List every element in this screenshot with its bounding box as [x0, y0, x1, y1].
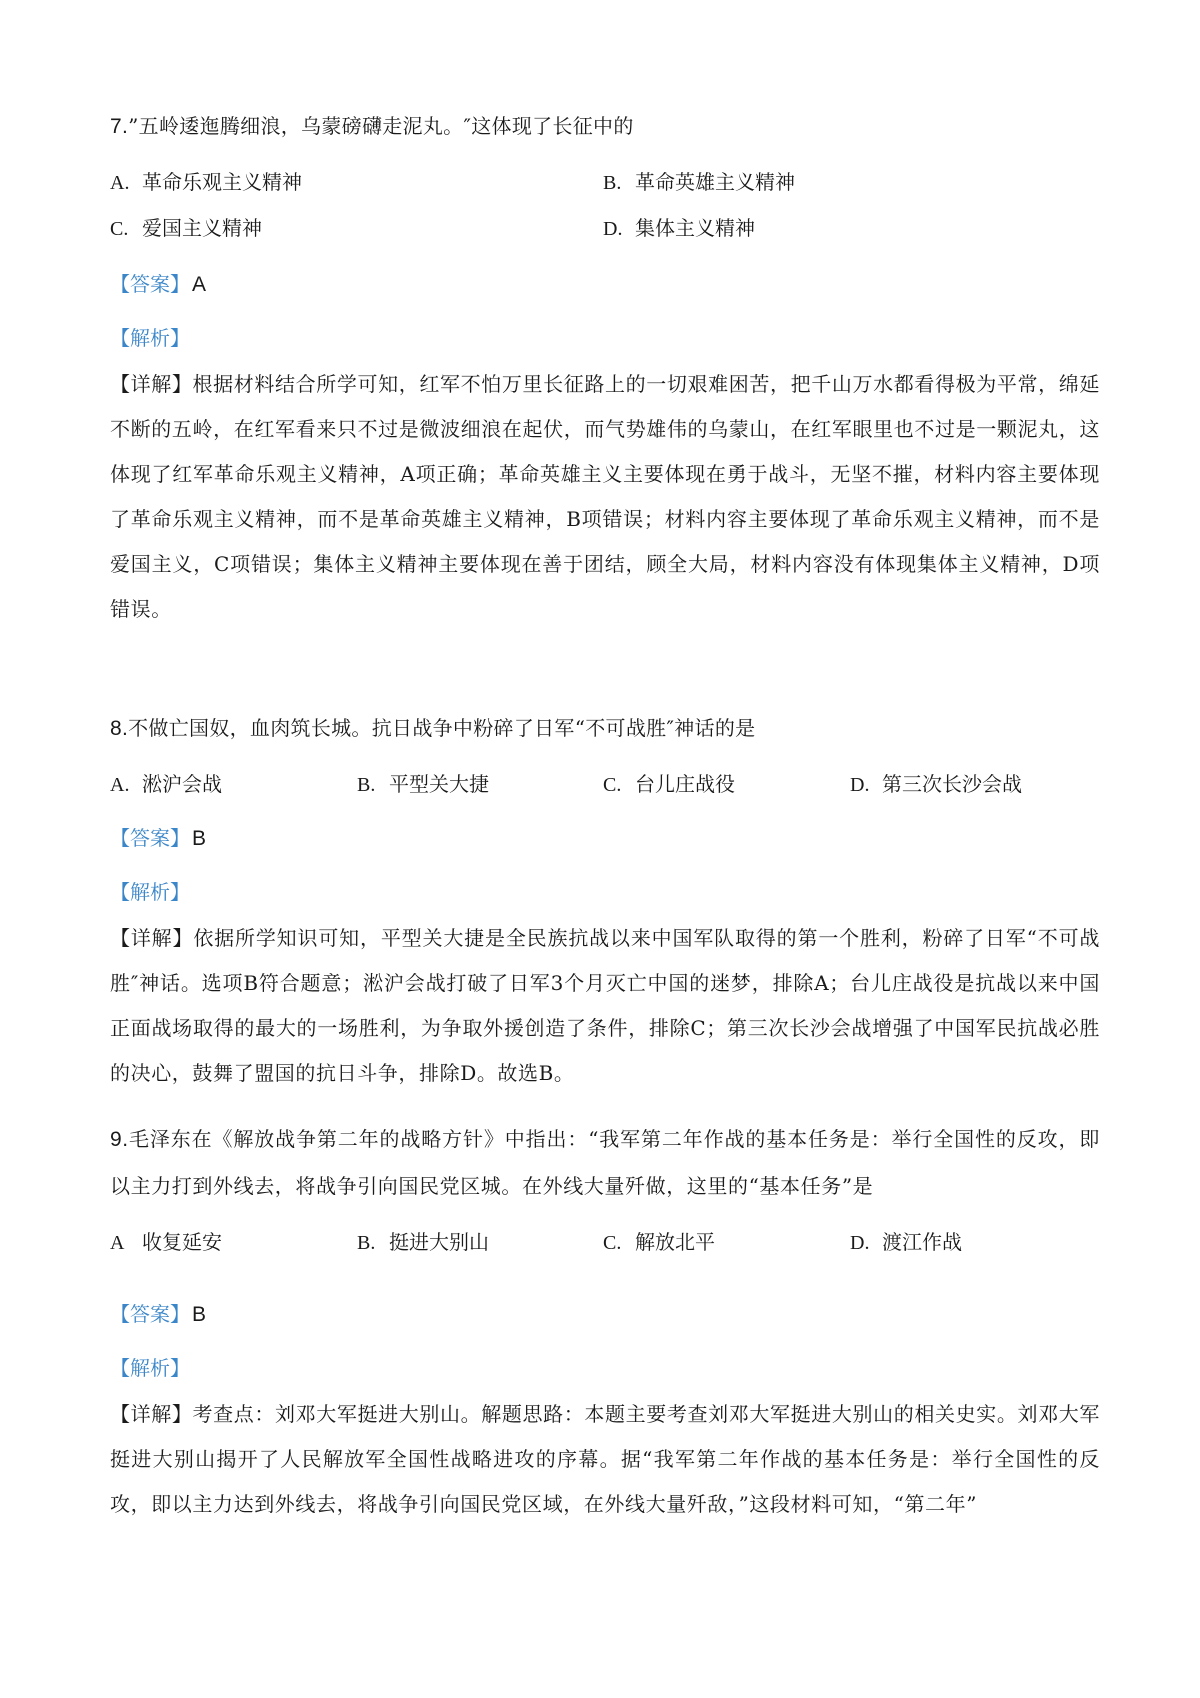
option-d: D. 渡江作战 [850, 1230, 962, 1254]
question-text: 不做亡国奴，血肉筑长城。抗日战争中粉碎了日军“不可战胜″神话的是 [128, 716, 756, 740]
option-c: C. 解放北平 [603, 1230, 715, 1254]
option-c: C. 爱国主义精神 [110, 216, 262, 240]
question-text: 毛泽东在《解放战争第二年的战略方针》中指出：“我军第二年作战的基本任务是：举行全国性的反攻，即以主力打到外线去，将战争引向国民党区城。在外线大量歼做，这里的“基本任务”是 [110, 1127, 1100, 1198]
option-a: A. 革命乐观主义精神 [110, 170, 302, 194]
option-a: A 收复延安 [110, 1230, 222, 1254]
option-d: D. 第三次长沙会战 [850, 772, 1022, 796]
option-d: D. 集体主义精神 [603, 216, 755, 240]
analysis-heading: 【解析】 [110, 1356, 190, 1380]
answer-value: B [192, 827, 207, 850]
question-text: ”五岭逶迤腾细浪，乌蒙磅礴走泥丸。″这体现了长征中的 [128, 114, 634, 138]
answer-value: B [192, 1303, 207, 1326]
detail-paragraph: 【详解】根据材料结合所学可知，红军不怕万里长征路上的一切艰难困苦，把千山万水都看得极为平常，绵延不断的五岭，在红军看来只不过是微波细浪在起伏，而气势雄伟的乌蒙山，在红军眼里也不过是一颗泥丸，这体现了红军革命乐观主义精神，A项正确；革命英雄主义主要体现在勇于战斗，无坚不摧，材料内容主要体现了革命乐观主义精神，而不是革命英雄主义精神，B项错误；材料内容主要体现了革命乐观主义精神，而不是爱国主义，C项错误；集体主义精神主要体现在善于团结，顾全大局，材料内容没有体现集体主义精神，D项错误。 [110, 372, 1101, 621]
answer-line: 【答案】B [110, 826, 207, 850]
question-8-stem [110, 712, 755, 741]
option-a: A. 淞沪会战 [110, 772, 222, 796]
question-number: 8. [110, 717, 129, 740]
analysis-heading: 【解析】 [110, 880, 190, 904]
answer-value: A [192, 273, 207, 296]
answer-line: 【答案】A [110, 272, 207, 296]
option-c: C. 台儿庄战役 [603, 772, 735, 796]
question-number: 7. [110, 115, 129, 138]
option-b: B. 平型关大捷 [357, 772, 489, 796]
question-7-stem [110, 110, 634, 139]
answer-line: 【答案】B [110, 1302, 207, 1326]
analysis-heading: 【解析】 [110, 326, 190, 350]
detail-paragraph: 【详解】考查点：刘邓大军挺进大别山。解题思路：本题主要考查刘邓大军挺进大别山的相关史实。刘邓大军挺进大别山揭开了人民解放军全国性战略进攻的序幕。据“我军第二年作战的基本任务是：举行全国性的反攻，即以主力达到外线去，将战争引向国民党区域，在外线大量歼敌，”这段材料可知，“第二年” [110, 1402, 1101, 1516]
detail-paragraph: 【详解】依据所学知识可知，平型关大捷是全民族抗战以来中国军队取得的第一个胜利，粉碎了日军“不可战胜″神话。选项B符合题意；淞沪会战打破了日军3个月灭亡中国的迷梦，排除A；台儿庄战役是抗战以来中国正面战场取得的最大的一场胜利，为争取外援创造了条件，排除C；第三次长沙会战增强了中国军民抗战必胜的决心，鼓舞了盟国的抗日斗争，排除D。故选B。 [110, 926, 1101, 1085]
question-number: 9. [110, 1128, 129, 1151]
option-b: B. 革命英雄主义精神 [603, 170, 795, 194]
question-9-stem [110, 1116, 1100, 1210]
option-b: B. 挺进大别山 [357, 1230, 489, 1254]
